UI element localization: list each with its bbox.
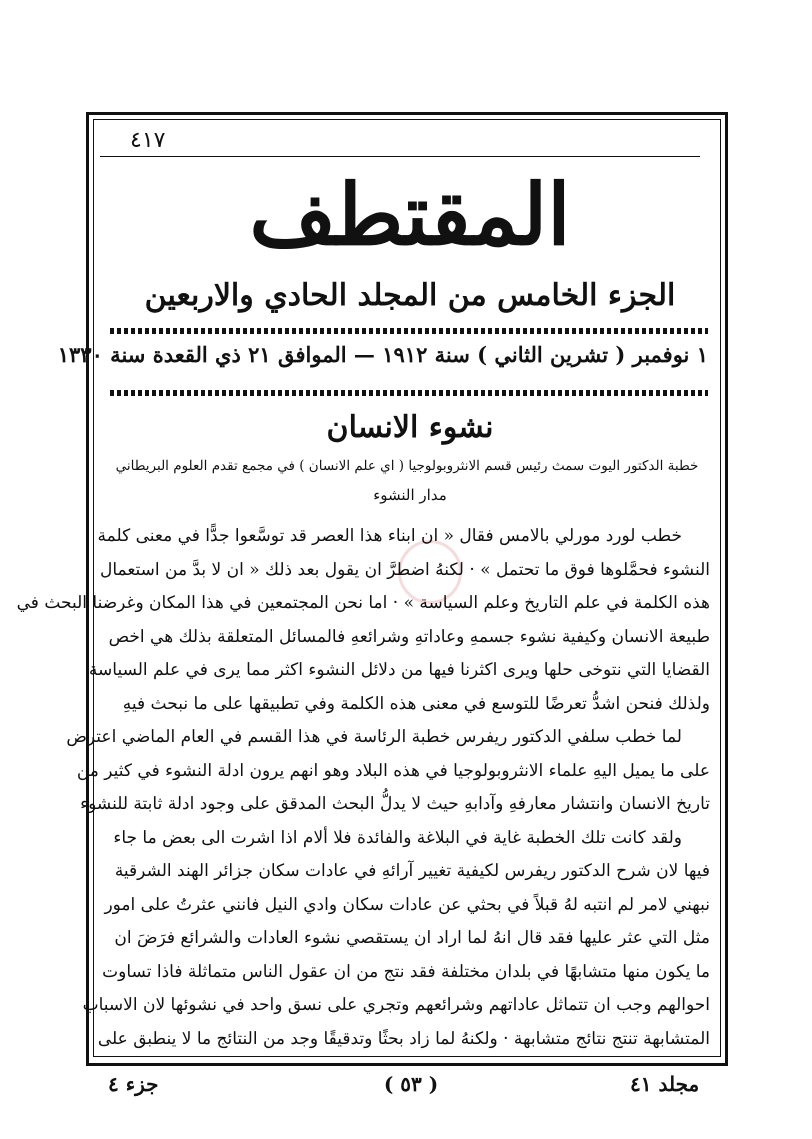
section-heading: مدار النشوء [373,486,447,504]
body-line: ولقد كانت تلك الخطبة غاية في البلاغة والفائدة فلا ألام اذا اشرت الى بعض ما جاء [113,827,682,848]
body-line: احوالهم وجب ان تتماثل عاداتهم وشرائعهم وتجري على نسق واحد في نشوئها لان الاسباب [82,995,710,1015]
body-line: مثل التي عثر عليها فقد قال انهُ لما اراد ان يستقصي نشوء العادات والشرائع فرَضَ ان [114,928,710,948]
body-line: طبيعة الانسان وكيفية نشوء جسمهِ وعاداتهِ وشرائعهِ فالمسائل المتعلقة بذلك هي اخص [108,626,710,647]
article-byline: خطبة الدكتور اليوت سمث رئيس قسم الانثروبولوجيا ( اي علم الانسان ) في مجمع تقدم العلوم البريطاني [115,458,699,474]
masthead-title: المقتطف [249,165,571,264]
article-body [16,520,710,1056]
body-line: فيها لان شرح الدكتور ريفرس لكيفية تغيير آرائهِ في عادات سكان جزائر الهند الشرقية [114,861,710,881]
body-line: النشوء فحمَّلوها فوق ما تحتمل » · لكنهُ اضطرَّ ان يقول بعد ذلك « ان لا بدَّ من استعمال [99,559,710,580]
footer-part: جزء ٤ [108,1072,159,1096]
body-line: هذه الكلمة في علم التاريخ وعلم السياسة » · اما نحن المجتمعين في هذا المكان وغرضنا البحث في [16,593,710,613]
body-line: المتشابهة تنتج نتائج متشابهة · ولكنهُ لما زاد بحثًا وتدقيقًا وجد من النتائج ما لا ينطبق على [97,1028,710,1049]
page-number: ٤١٧ [130,128,166,153]
body-line: ما يكون منها متشابهًا في بلدان مختلفة فقد نتج من ان عقول الناس متماثلة فاذا تساوت [102,961,710,982]
body-line: لما خطب سلفي الدكتور ريفرس خطبة الرئاسة في هذا القسم في العام الماضي اعترض [66,727,682,747]
header-rule [100,156,700,157]
ornamental-rule-top [110,328,708,334]
body-line: خطب لورد مورلي بالامس فقال « ان ابناء هذا العصر قد توسَّعوا جدًّا في معنى كلمة [97,526,682,546]
ornamental-rule-bottom [110,390,708,396]
body-line: تاريخ الانسان وانتشار معارفهِ وآدابهِ حيث لا يدلُّ البحث المدقق على وجود ادلة ثابتة للنشوء [80,794,710,814]
body-line: نبهني لامر لم انتبه لهُ قبلاً في بحثي عن عادات سكان وادي النيل فانني عثرتُ على امور [104,894,710,915]
article-title: نشوء الانسان [326,410,494,445]
footer-volume: مجلد ٤١ [630,1072,700,1096]
body-line: ولذلك فنحن اشدُّ تعرضًا للتوسع في معنى هذه الكلمة وفي تطبيقها على ما نبحث فيهِ [122,693,710,714]
issue-subtitle: الجزء الخامس من المجلد الحادي والاربعين [144,278,676,313]
issue-dateline: ١ نوفمبر ( تشرين الثاني ) سنة ١٩١٢ — الموافق ٢١ ذي القعدة سنة ١٣٣٠ [57,342,708,367]
body-line: القضايا التي نتوخى حلها ويرى اكثرنا فيها من دلائل النشوء اكثر مما يرى في علم السياسة [88,660,710,680]
footer-page-number: ( ٥٣ ) [383,1072,439,1096]
body-line: على ما يميل اليهِ علماء الانثروبولوجيا في هذه البلاد وهو انهم يرون ادلة النشوء في كثير من [76,760,710,781]
